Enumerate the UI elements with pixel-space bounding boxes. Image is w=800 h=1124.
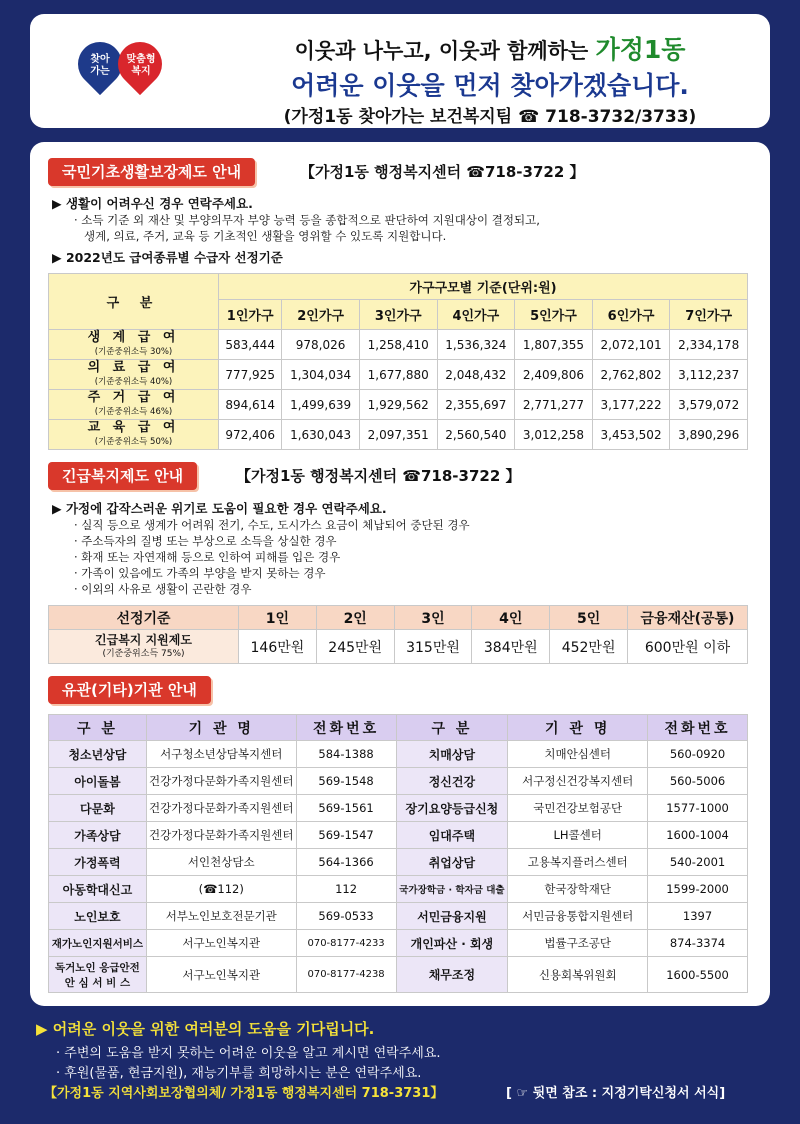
- agency-name: 건강가정다문화가족지원센터: [146, 822, 296, 849]
- benefit-col-header: 2인가구: [282, 300, 360, 330]
- main-card: [30, 142, 770, 1006]
- agency-table: [48, 714, 748, 993]
- agency-name: 국민건강보험공단: [508, 795, 648, 822]
- agency-name: 서부노인보호전문기관: [146, 903, 296, 930]
- agency-category: 서민금융지원: [396, 903, 508, 930]
- benefit-cell: 3,579,072: [670, 390, 748, 420]
- agency-col-header: 전화번호: [296, 715, 396, 741]
- agency-col-header: 기 관 명: [146, 715, 296, 741]
- agency-phone: 569-1547: [296, 822, 396, 849]
- footer-line2: · 후원(물품, 현금지원), 재능기부를 희망하시는 분은 연락주세요.: [56, 1066, 422, 1081]
- table-row: [49, 630, 748, 664]
- emergency-cell: 384만원: [472, 630, 550, 664]
- section2-title: 긴급복지제도 안내: [48, 462, 197, 490]
- benefit-cell: 1,929,562: [359, 390, 437, 420]
- benefit-row-label: 교 육 급 여 (기준중위소득 50%): [49, 420, 219, 450]
- table-row: [49, 741, 748, 768]
- agency-name: 건강가정다문화가족지원센터: [146, 795, 296, 822]
- agency-col-header: 구 분: [49, 715, 147, 741]
- emergency-cell: 600만원 이하: [628, 630, 748, 664]
- benefit-cell: 1,536,324: [437, 330, 515, 360]
- agency-phone: 874-3374: [648, 930, 748, 957]
- header-line1-highlight: 가정1동: [595, 35, 686, 64]
- benefit-cell: 972,406: [219, 420, 282, 450]
- emergency-cell: 315만원: [394, 630, 472, 664]
- section2-item: · 가족이 있음에도 가족의 부양을 받지 못하는 경우: [74, 566, 326, 580]
- agency-category: 다문화: [49, 795, 147, 822]
- table-row: [49, 330, 748, 360]
- emergency-table: [48, 605, 748, 664]
- agency-phone: 569-1561: [296, 795, 396, 822]
- table-row: [49, 876, 748, 903]
- benefit-cell: 2,097,351: [359, 420, 437, 450]
- agency-phone: 584-1388: [296, 741, 396, 768]
- emergency-cell: 245만원: [316, 630, 394, 664]
- agency-category: 청소년상담: [49, 741, 147, 768]
- agency-category: 치매상담: [396, 741, 508, 768]
- agency-phone: 569-1548: [296, 768, 396, 795]
- agency-category: 재가노인지원서비스: [49, 930, 147, 957]
- header-card: [30, 14, 770, 128]
- benefit-cell: 3,112,237: [670, 360, 748, 390]
- logo-pins: [70, 32, 170, 122]
- benefit-col-header: 3인가구: [359, 300, 437, 330]
- agency-name: 치매안심센터: [508, 741, 648, 768]
- benefit-table-group-header: 가구구모별 기준(단위:원): [219, 274, 748, 300]
- agency-category: 채무조정: [396, 957, 508, 993]
- emergency-col-header: 금융재산(공통): [628, 606, 748, 630]
- emergency-row-label: 긴급복지 지원제도 (기준중위소득 75%): [49, 630, 239, 664]
- table-row: [49, 360, 748, 390]
- benefit-cell: 1,630,043: [282, 420, 360, 450]
- agency-phone: 1397: [648, 903, 748, 930]
- emergency-cell: 452만원: [550, 630, 628, 664]
- section2-item: · 주소득자의 질병 또는 부상으로 소득을 상실한 경우: [74, 534, 337, 548]
- agency-category: 가족상담: [49, 822, 147, 849]
- agency-phone: 1600-5500: [648, 957, 748, 993]
- benefit-table-corner: 구 분: [49, 274, 219, 330]
- benefit-col-header: 6인가구: [592, 300, 670, 330]
- benefit-cell: 1,677,880: [359, 360, 437, 390]
- table-row: [49, 849, 748, 876]
- agency-category: 임대주택: [396, 822, 508, 849]
- benefit-cell: 978,026: [282, 330, 360, 360]
- header-line3: (가정1동 찾아가는 보건복지팀 ☎ 718-3732/3733): [283, 107, 697, 127]
- emergency-col-header: 5인: [550, 606, 628, 630]
- table-row: [49, 903, 748, 930]
- table-row: [49, 930, 748, 957]
- benefit-table: [48, 273, 748, 450]
- emergency-col-header: 1인: [239, 606, 317, 630]
- section1-sub2: 생계, 의료, 주거, 교육 등 기초적인 생활을 영위할 수 있도록 지원합니다.: [84, 229, 447, 243]
- benefit-row-label: 주 거 급 여 (기준중위소득 46%): [49, 390, 219, 420]
- agency-name: 신용회복위원회: [508, 957, 648, 993]
- agency-name: 한국장학재단: [508, 876, 648, 903]
- section2-item: · 화재 또는 자연재해 등으로 인하여 피해를 입은 경우: [74, 550, 341, 564]
- agency-phone: 070-8177-4233: [296, 930, 396, 957]
- footer-reference: [ ☞ 뒷면 참조 : 지정기탁신청서 서식]: [506, 1086, 726, 1101]
- agency-col-header: 기 관 명: [508, 715, 648, 741]
- benefit-cell: 1,258,410: [359, 330, 437, 360]
- agency-category: 취업상담: [396, 849, 508, 876]
- benefit-cell: 2,409,806: [515, 360, 593, 390]
- agency-category: 개인파산 · 회생: [396, 930, 508, 957]
- agency-category: 정신건강: [396, 768, 508, 795]
- pin-blue-text: 찾아 가는: [90, 54, 110, 77]
- agency-name: (☎112): [146, 876, 296, 903]
- benefit-cell: 3,012,258: [515, 420, 593, 450]
- benefit-cell: 3,177,222: [592, 390, 670, 420]
- benefit-cell: 2,560,540: [437, 420, 515, 450]
- emergency-col-header: 2인: [316, 606, 394, 630]
- emergency-cell: 146만원: [239, 630, 317, 664]
- agency-name: 서구노인복지관: [146, 957, 296, 993]
- benefit-cell: 2,762,802: [592, 360, 670, 390]
- header-line1-prefix: 이웃과 나누고, 이웃과 함께하는: [294, 39, 596, 63]
- agency-phone: 112: [296, 876, 396, 903]
- pin-red-text: 맞춤형 복지: [126, 54, 156, 77]
- benefit-row-label: 생 계 급 여 (기준중위소득 30%): [49, 330, 219, 360]
- agency-phone: 1600-1004: [648, 822, 748, 849]
- benefit-cell: 3,890,296: [670, 420, 748, 450]
- agency-name: LH콜센터: [508, 822, 648, 849]
- section1-contact: 【가정1동 행정복지센터 ☎718-3722 】: [300, 163, 585, 181]
- table-row: [49, 957, 748, 993]
- agency-phone: 564-1366: [296, 849, 396, 876]
- agency-category: 장기요양등급신청: [396, 795, 508, 822]
- agency-category: 노인보호: [49, 903, 147, 930]
- benefit-cell: 2,072,101: [592, 330, 670, 360]
- agency-phone: 070-8177-4238: [296, 957, 396, 993]
- emergency-col-header: 4인: [472, 606, 550, 630]
- benefit-cell: 777,925: [219, 360, 282, 390]
- section1-sub1: · 소득 기준 외 재산 및 부양의무자 부양 능력 등을 종합적으로 판단하여 지원대상이 결정되고,: [74, 213, 540, 227]
- agency-phone: 569-0533: [296, 903, 396, 930]
- footer-line1: · 주변의 도움을 받지 못하는 어려운 이웃을 알고 계시면 연락주세요.: [56, 1046, 441, 1061]
- benefit-col-header: 4인가구: [437, 300, 515, 330]
- section1-bullet2: ▶ 2022년도 급여종류별 수급자 선정기준: [52, 250, 283, 265]
- emergency-col-header: 3인: [394, 606, 472, 630]
- section2-item: · 이외의 사유로 생활이 곤란한 경우: [74, 582, 252, 596]
- agency-category: 아이돌봄: [49, 768, 147, 795]
- agency-name: 서인천상담소: [146, 849, 296, 876]
- agency-phone: 1577-1000: [648, 795, 748, 822]
- benefit-col-header: 5인가구: [515, 300, 593, 330]
- benefit-cell: 894,614: [219, 390, 282, 420]
- section2-bullet: ▶ 가정에 갑작스러운 위기로 도움이 필요한 경우 연락주세요.: [52, 501, 387, 516]
- section1-bullet1: ▶ 생활이 어려우신 경우 연락주세요.: [52, 196, 253, 211]
- table-row: [49, 822, 748, 849]
- agency-name: 서구정신건강복지센터: [508, 768, 648, 795]
- agency-col-header: 구 분: [396, 715, 508, 741]
- section2-contact: 【가정1동 행정복지센터 ☎718-3722 】: [236, 467, 521, 485]
- benefit-cell: 1,499,639: [282, 390, 360, 420]
- benefit-cell: 2,771,277: [515, 390, 593, 420]
- benefit-cell: 3,453,502: [592, 420, 670, 450]
- agency-category: 가정폭력: [49, 849, 147, 876]
- benefit-cell: 583,444: [219, 330, 282, 360]
- benefit-cell: 2,334,178: [670, 330, 748, 360]
- benefit-col-header: 1인가구: [219, 300, 282, 330]
- agency-name: 건강가정다문화가족지원센터: [146, 768, 296, 795]
- benefit-cell: 2,048,432: [437, 360, 515, 390]
- agency-name: 서구노인복지관: [146, 930, 296, 957]
- table-row: [49, 390, 748, 420]
- agency-col-header: 전화번호: [648, 715, 748, 741]
- agency-name: 법률구조공단: [508, 930, 648, 957]
- benefit-cell: 2,355,697: [437, 390, 515, 420]
- benefit-col-header: 7인가구: [670, 300, 748, 330]
- agency-phone: 560-5006: [648, 768, 748, 795]
- header-line1: [230, 30, 750, 66]
- section3-title: 유관(기타)기관 안내: [48, 676, 211, 704]
- agency-name: 서구청소년상담복지센터: [146, 741, 296, 768]
- agency-name: 고용복지플러스센터: [508, 849, 648, 876]
- section2-item: · 실직 등으로 생계가 어려워 전기, 수도, 도시가스 요금이 체납되어 중단된 경우: [74, 518, 470, 532]
- emergency-col-header: 선정기준: [49, 606, 239, 630]
- table-row: [49, 420, 748, 450]
- agency-name: 서민금융통합지원센터: [508, 903, 648, 930]
- section1-title: 국민기초생활보장제도 안내: [48, 158, 255, 186]
- agency-phone: 1599-2000: [648, 876, 748, 903]
- agency-category: 국가장학금 · 학자금 대출: [396, 876, 508, 903]
- agency-category: 독거노인 응급안전 안 심 서 비 스: [49, 957, 147, 993]
- benefit-row-label: 의 료 급 여 (기준중위소득 40%): [49, 360, 219, 390]
- header-line2: 어려운 이웃을 먼저 찾아가겠습니다.: [291, 71, 689, 100]
- benefit-cell: 1,807,355: [515, 330, 593, 360]
- agency-phone: 560-0920: [648, 741, 748, 768]
- benefit-cell: 1,304,034: [282, 360, 360, 390]
- agency-phone: 540-2001: [648, 849, 748, 876]
- agency-category: 아동학대신고: [49, 876, 147, 903]
- footer-headline: ▶ 어려운 이웃을 위한 여러분의 도움을 기다립니다.: [36, 1020, 375, 1038]
- table-row: [49, 768, 748, 795]
- footer-contact: 【가정1동 지역사회보장협의체/ 가정1동 행정복지센터 718-3731】: [44, 1086, 444, 1101]
- table-row: [49, 795, 748, 822]
